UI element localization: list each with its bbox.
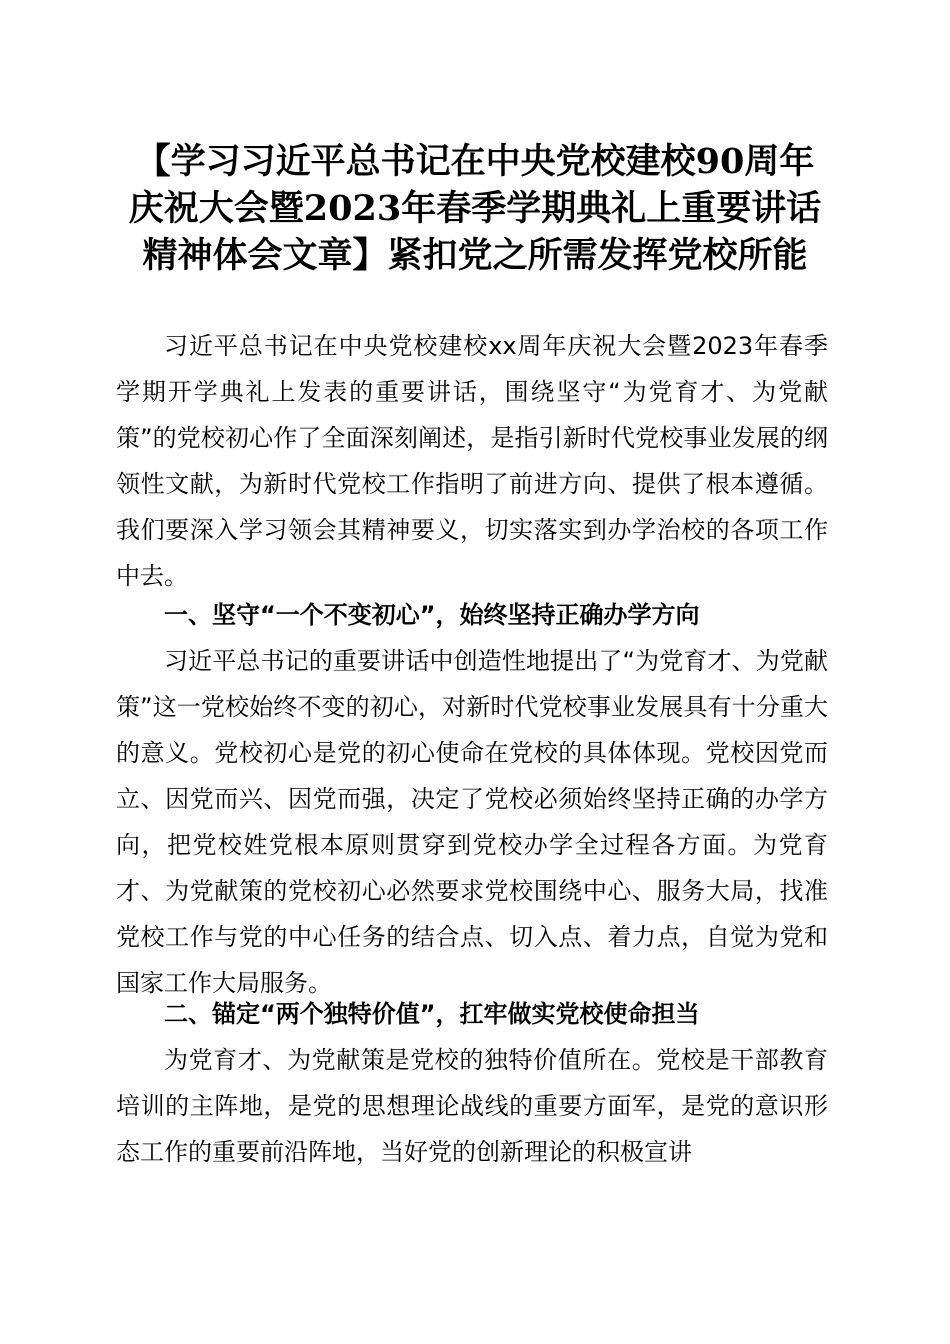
intro-paragraph: 习近平总书记在中央党校建校xx周年庆祝大会暨2023年春季学期开学典礼上发表的重要讲话，围绕坚守“为党育才、为党献策”的党校初心作了全面深刻阐述，是指引新时代党校事业发展的纲领性文献，为新时代党校工作指明了前进方向、提供了根本遵循。我们要深入学习领会其精神要义，切实落实到办学治校的各项工作中去。 bbox=[116, 332, 828, 590]
title-line-3: 精神体会文章】紧扣党之所需发挥党校所能 bbox=[142, 235, 808, 276]
section-one-block bbox=[116, 592, 828, 1006]
section-paragraph-2: 为党育才、为党献策是党校的独特价值所在。党校是干部教育培训的主阵地，是党的思想理论战线的重要方面军，是党的意识形态工作的重要前沿阵地，当好党的创新理论的积极宣讲 bbox=[116, 1046, 828, 1166]
section-two-block bbox=[116, 991, 828, 1175]
section-heading-1: 一、坚守“一个不变初心”，始终坚持正确办学方向 bbox=[164, 601, 700, 629]
title-line-2: 庆祝大会暨2023年春季学期典礼上重要讲话 bbox=[128, 188, 822, 229]
intro-block bbox=[116, 323, 828, 599]
document-title bbox=[100, 138, 850, 279]
section-paragraph-1: 习近平总书记的重要讲话中创造性地提出了“为党育才、为党献策”这一党校始终不变的初心，对新时代党校事业发展具有十分重大的意义。党校初心是党的初心使命在党校的具体体现。党校因党而立、因党而兴、因党而强，决定了党校必须始终坚持正确的办学方向，把党校姓党根本原则贯穿到党校办学全过程各方面。为党育才、为党献策的党校初心必然要求党校围绕中心、服务大局，找准党校工作与党的中心任务的结合点、切入点、着力点，自觉为党和国家工作大局服务。 bbox=[116, 647, 828, 997]
section-heading-2: 二、锚定“两个独特价值”，扛牢做实党校使命担当 bbox=[164, 1000, 700, 1028]
title-line-1: 【学习习近平总书记在中央党校建校90周年 bbox=[135, 141, 815, 182]
